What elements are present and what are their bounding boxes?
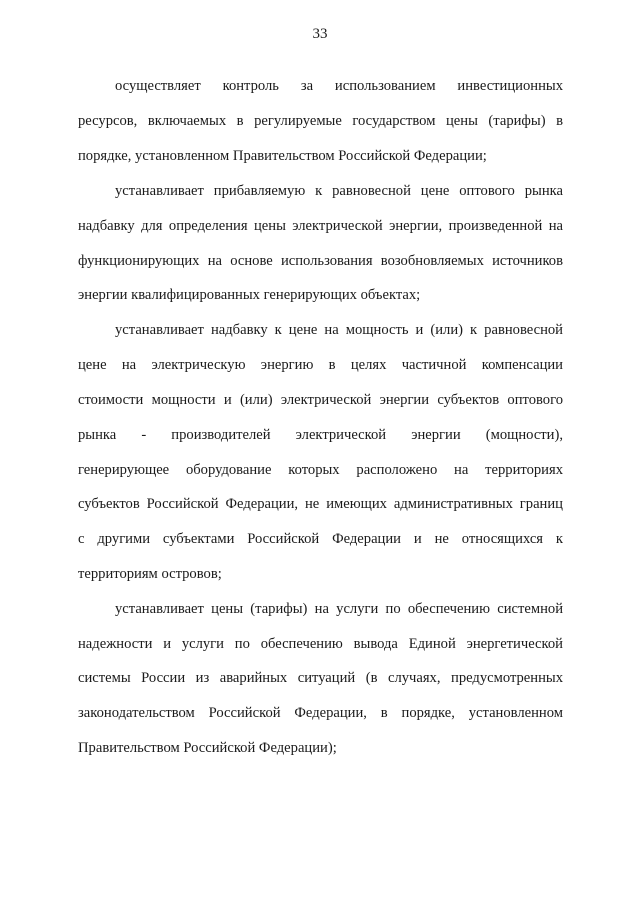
paragraph-3-line-6: субъектов Российской Федерации, не имеющих административных границ [78,496,563,512]
page-number: 33 [312,26,328,42]
paragraph-3-line-1: устанавливает надбавку к цене на мощность и (или) к равновесной [115,322,563,338]
paragraph-1-line-1: осуществляет контроль за использованием инвестиционных [115,78,563,94]
paragraph-2-line-3: функционирующих на основе использования возобновляемых источников [78,253,563,269]
paragraph-4-line-5: Правительством Российской Федерации); [78,740,337,756]
paragraph-3-line-5: генерирующее оборудование которых расположено на территориях [78,462,563,478]
paragraph-3-line-4: рынка - производителей электрической энергии (мощности), [78,427,563,443]
paragraph-3-line-7: с другими субъектами Российской Федерации и не относящихся к [78,531,563,547]
paragraph-3-line-2: цене на электрическую энергию в целях частичной компенсации [78,357,563,373]
paragraph-1-line-3: порядке, установленном Правительством Российской Федерации; [78,148,487,164]
paragraph-4-line-2: надежности и услуги по обеспечению вывода Единой энергетической [78,636,563,652]
paragraph-4-line-3: системы России из аварийных ситуаций (в случаях, предусмотренных [78,670,563,686]
paragraph-3-line-8: территориям островов; [78,566,222,582]
paragraph-2-line-2: надбавку для определения цены электрической энергии, произведенной на [78,218,563,234]
paragraph-1-line-2: ресурсов, включаемых в регулируемые государством цены (тарифы) в [78,113,563,129]
paragraph-2-line-4: энергии квалифицированных генерирующих объектах; [78,287,421,303]
paragraph-4-line-4: законодательством Российской Федерации, в порядке, установленном [78,705,563,721]
paragraph-3-line-3: стоимости мощности и (или) электрической энергии субъектов оптового [78,392,563,408]
paragraph-2-line-1: устанавливает прибавляемую к равновесной цене оптового рынка [115,183,563,199]
paragraph-4-line-1: устанавливает цены (тарифы) на услуги по обеспечению системной [115,601,563,617]
